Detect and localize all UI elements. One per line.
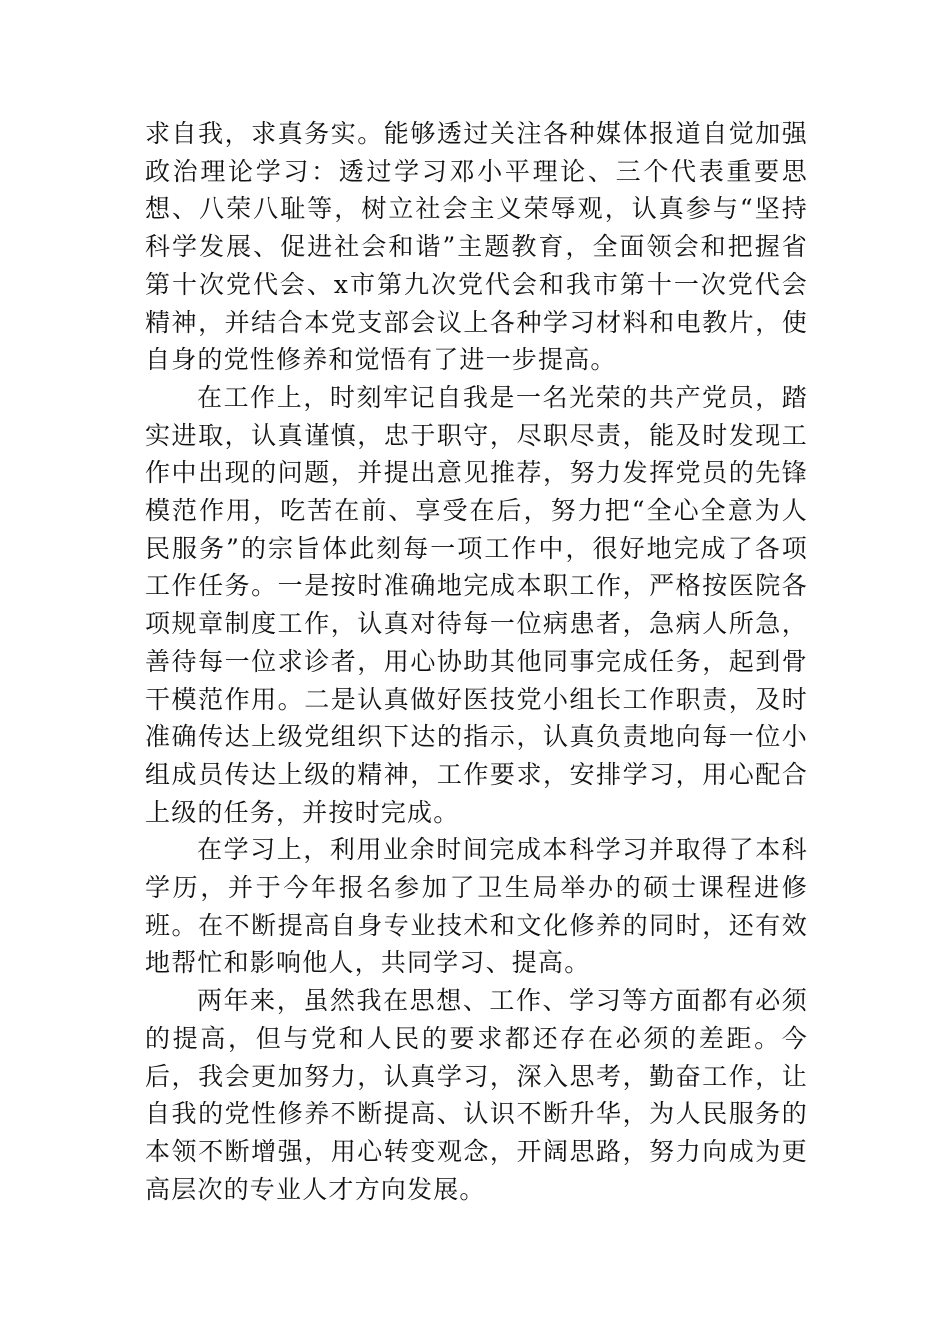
paragraph-study: 在学习上，利用业余时间完成本科学习并取得了本科学历，并于今年报名参加了卫生局举办的硕士课程进修班。在不断提高自身专业技术和文化修养的同时，还有效地帮忙和影响他人，共同学习、提高。 xyxy=(145,835,808,978)
paragraph-work: 在工作上，时刻牢记自我是一名光荣的共产党员，踏实进取，认真谨慎，忠于职守，尽职尽责，能及时发现工作中出现的问题，并提出意见推荐，努力发挥党员的先锋模范作用，吃苦在前、享受在后，努力把“全心全意为人民服务”的宗旨体此刻每一项工作中，很好地完成了各项工作任务。一是按时准确地完成本职工作，严格按医院各项规章制度工作，认真对待每一位病患者，急病人所急，善待每一位求诊者，用心协助其他同事完成任务，起到骨干模范作用。二是认真做好医技党小组长工作职责，及时准确传达上级党组织下达的指示，认真负责地向每一位小组成员传达上级的精神，工作要求，安排学习，用心配合上级的任务，并按时完成。 xyxy=(145,382,808,827)
document-body xyxy=(145,115,808,1208)
paragraph-continued: 求自我，求真务实。能够透过关注各种媒体报道自觉加强政治理论学习：透过学习邓小平理论、三个代表重要思想、八荣八耻等，树立社会主义荣辱观，认真参与“坚持科学发展、促进社会和谐”主题教育，全面领会和把握省第十次党代会、x市第九次党代会和我市第十一次党代会精神，并结合本党支部会议上各种学习材料和电教片，使自身的党性修养和觉悟有了进一步提高。 xyxy=(145,119,808,375)
paragraph-conclusion: 两年来，虽然我在思想、工作、学习等方面都有必须的提高，但与党和人民的要求都还存在必须的差距。今后，我会更加努力，认真学习，深入思考，勤奋工作，让自我的党性修养不断提高、认识不断升华，为人民服务的本领不断增强，用心转变观念，开阔思路，努力向成为更高层次的专业人才方向发展。 xyxy=(145,986,808,1204)
